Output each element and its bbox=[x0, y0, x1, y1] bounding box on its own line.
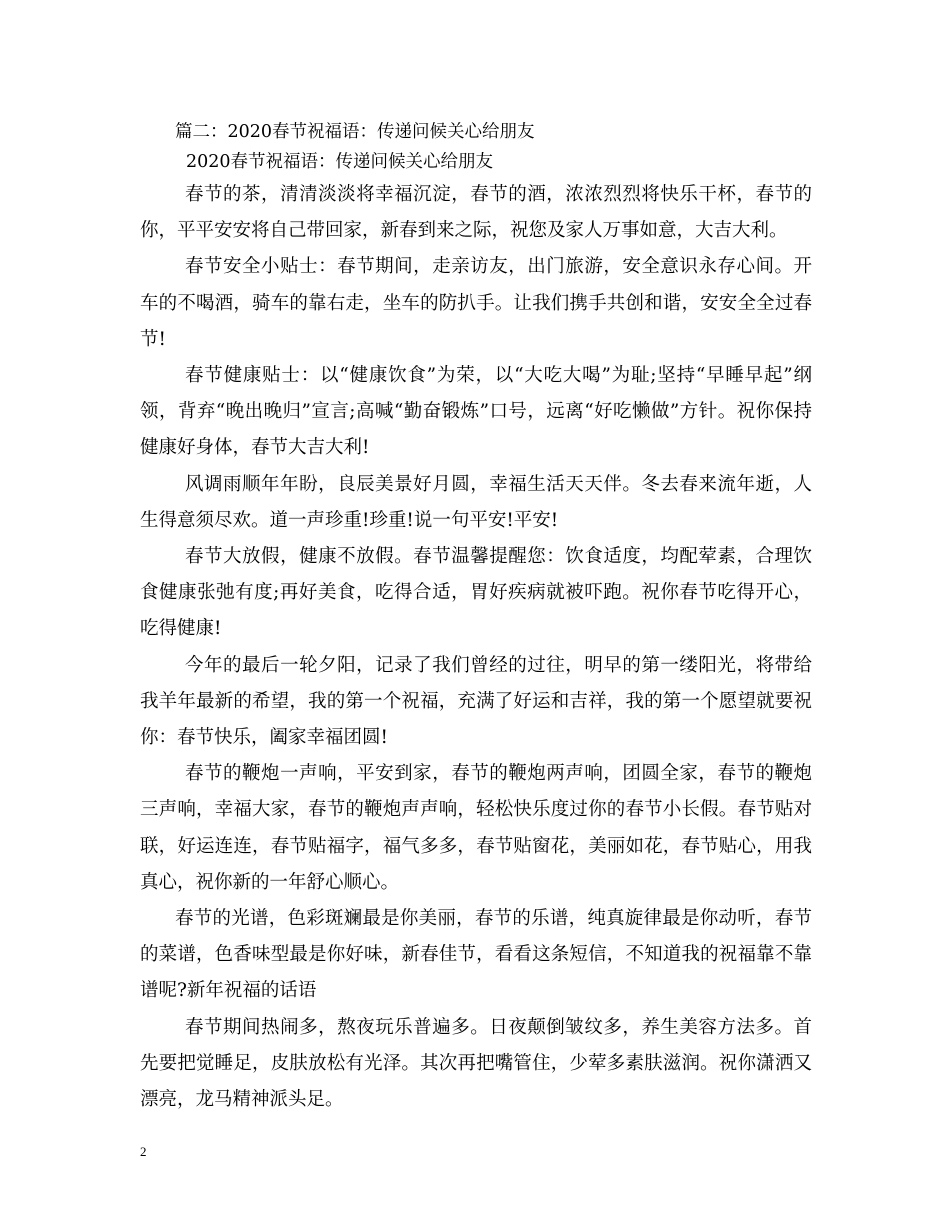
paragraph-5: 春节大放假，健康不放假。春节温馨提醒您：饮食适度，均配荤素，合理饮食健康张弛有度;再好美食，吃得合适，胃好疾病就被吓跑。祝你春节吃得开心，吃得健康! bbox=[140, 546, 812, 640]
subtitle: 2020春节祝福语：传递问候关心给朋友 bbox=[186, 152, 494, 172]
paragraph-6: 今年的最后一轮夕阳，记录了我们曾经的过往，明早的第一缕阳光，将带给我羊年最新的希望，我的第一个祝福，充满了好运和吉祥，我的第一个愿望就要祝你：春节快乐，阖家幸福团圆! bbox=[140, 654, 812, 749]
paragraph-4: 风调雨顺年年盼，良辰美景好月圆，幸福生活天天伴。冬去春来流年逝，人生得意须尽欢。道一声珍重!珍重!说一句平安!平安! bbox=[140, 473, 812, 531]
paragraph-8: 春节的光谱，色彩斑斓最是你美丽，春节的乐谱，纯真旋律最是你动听，春节的菜谱，色香味型最是你好味，新春佳节，看看这条短信，不知道我的祝福靠不靠谱呢?新年祝福的话语 bbox=[140, 908, 812, 1002]
paragraph-1: 春节的茶，清清淡淡将幸福沉淀，春节的酒，浓浓烈烈将快乐干杯，春节的你，平平安安将自己带回家，新春到来之际，祝您及家人万事如意，大吉大利。 bbox=[140, 184, 812, 242]
paragraph-3: 春节健康贴士：以“健康饮食”为荣，以“大吃大喝”为耻;坚持“早睡早起”纲领，背弃“晚出晚归”宣言;高喊“勤奋锻炼”口号，远离“好吃懒做”方针。祝你保持健康好身体，春节大吉大利! bbox=[140, 365, 812, 459]
page-number: 2 bbox=[140, 1144, 147, 1159]
section-title: 篇二：2020春节祝福语：传递问候关心给朋友 bbox=[175, 122, 535, 142]
document-body bbox=[140, 117, 812, 1118]
paragraph-2: 春节安全小贴士：春节期间，走亲访友，出门旅游，安全意识永存心间。开车的不喝酒，骑车的靠右走，坐车的防扒手。让我们携手共创和谐，安安全全过春节! bbox=[140, 256, 812, 350]
paragraph-7: 春节的鞭炮一声响，平安到家，春节的鞭炮两声响，团圆全家，春节的鞭炮三声响，幸福大家，春节的鞭炮声声响，轻松快乐度过你的春节小长假。春节贴对联，好运连连，春节贴福字，福气多多，春节贴窗花，美丽如花，春节贴心，用我真心，祝你新的一年舒心顺心。 bbox=[140, 763, 812, 893]
paragraph-9: 春节期间热闹多，熬夜玩乐普遍多。日夜颠倒皱纹多，养生美容方法多。首先要把觉睡足，皮肤放松有光泽。其次再把嘴管住，少荤多素肤滋润。祝你潇洒又漂亮，龙马精神派头足。 bbox=[140, 1016, 812, 1111]
